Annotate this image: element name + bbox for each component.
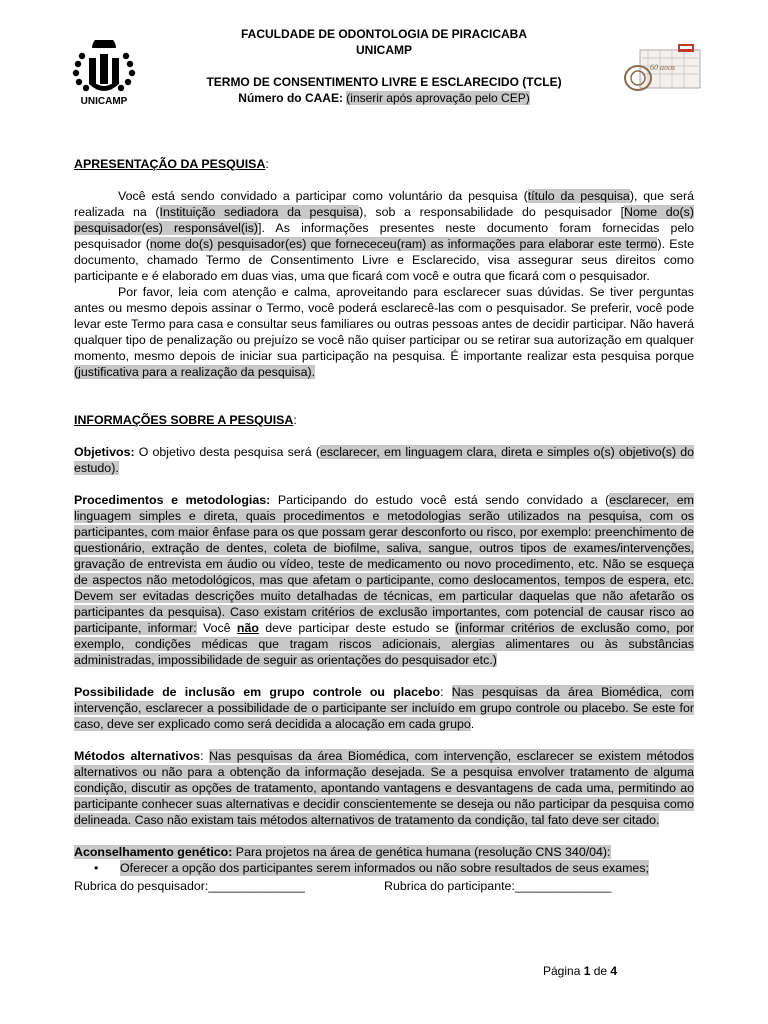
text-run: O objetivo desta pesquisa será ( bbox=[134, 445, 320, 459]
list-item bbox=[94, 860, 694, 876]
highlighted-text: esclarecer, em linguagem clara, direta e simples o(s) objetivo(s) do estudo). bbox=[74, 445, 695, 475]
total-pages: 4 bbox=[610, 964, 618, 978]
highlighted-text: Nome do(s) pesquisador(es) responsável(is) bbox=[74, 205, 695, 235]
metodos-label: Métodos alternativos bbox=[74, 749, 201, 763]
section-title-apresentacao: APRESENTAÇÃO DA PESQUISA bbox=[74, 157, 266, 171]
highlighted-text: Instituição sediadora da pesquisa bbox=[159, 205, 360, 219]
aconselhamento-text: Para projetos na área de genética humana (resolução CNS 340/04): bbox=[232, 845, 611, 859]
document-body: APRESENTAÇÃO DA PESQUISA: Você está sendo convidado a participar como voluntário da pesquisa (título da pesquisa), que será realizada na (Instituição sediadora da pesquisa), sob a responsabilidade do pesquisador [Nome do(s) pesquisador(es) responsável(is)]. As informações presentes neste documento foram fornecidas pelo pesquisador (nome do(s) pesquisador(es) que fornececeu(ram) as informações para elaborar este termo). Este documento, chamado Termo de Consentimento Livre e Esclarecido, visa assegurar seus direitos como participante e é elaborado em duas vias, uma que ficará com você e outra que ficará com o pesquisador. Por favor, leia com atenção e calma, aproveitando para esclarecer suas dúvidas. Se tiver perguntas antes ou mesmo depois assinar o Termo, você poderá esclarecê-las com o pesquisador. Se preferir, você pode levar este Termo para casa e consultar seus familiares ou outras pessoas antes de decidir participar. Não haverá qualquer tipo de penalização ou prejuízo se você não quiser participar ou se retirar sua autorização em qualquer momento, mesmo depois de iniciar sua participação na pesquisa. É importante realizar esta pesquisa porque (justificativa para a realização da pesquisa). INFORMAÇÕES SOBRE A PESQUISA: Objetivos: O objetivo desta pesquisa será (esclarecer, em linguagem clara, direta e simples o(s) objetivo(s) do estudo). Procedimentos e metodologias: Participando do estudo você está sendo convidado a (esclarecer, em linguagem simples e direta, quais procedimentos e metodologias serão utilizados na pesquisa, com os participantes, com maior ênfase para os que possam gerar desconforto ou risco, por exemplo: preenchimento de questionário, extração de dentes, coleta de biofilme, saliva, sangue, outros tipos de exames/intervenções, gravação de entrevista em áudio ou vídeo, teste de medicamento ou novo procedimento, etc. Não se esqueça de aspectos não metodológicos, mas que afetam o participante, como deslocamentos, tempos de espera, etc. Devem ser evitadas descrições muito detalhadas de técnicas, em particular daquelas que não afetarão os participantes da pesquisa). Caso existam critérios de exclusão importantes, com potencial de causar risco ao participante, informar: Você não deve participar deste estudo se (informar critérios de exclusão como, por exemplo, condições médicas que tragam riscos adicionais, alergias alimentares ou às substâncias administradas, impossibilidade de seguir as orientações do pesquisador etc.) Possibilidade de inclusão em grupo controle ou placebo: Nas pesquisas da área Biomédica, com intervenção, esclarecer a possibilidade de o participante ser incluído em grupo controle ou placebo. Se este for caso, deve ser explicado como será decidida a alocação em cada grupo. Métodos alternativos: Nas pesquisas da área Biomédica, com intervenção, esclarecer se existem métodos alternativos ou não para a obtenção da informação desejada. Se a pesquisa envolver tratamento de alguma condição, discutir as opções de tratamento, apontando vantagens e desvantagens de cada uma, permitindo ao participante conhecer suas alternativas e decidir conscientemente se deseja ou não participar da pesquisa como delineada. Caso não existam tais métodos alternativos de tratamento da condição, tal fato deve ser citado. Aconselhamento genético: Para projetos na área de genética humana (resolução CNS 340/04): • Oferecer a opção dos participantes serem informados ou não sobre resultados de seus exames; Rubrica do pesquisador:______________ Rubrica do participante:______________ bbox=[74, 157, 695, 893]
placebo-label: Possibilidade de inclusão em grupo controle ou placebo bbox=[74, 685, 441, 699]
text-run: Participando do estudo você está sendo convidado a ( bbox=[270, 493, 610, 507]
highlighted-text: Nas pesquisas da área Biomédica, com intervenção, esclarecer se existem métodos alternativos ou não para a obtenção da informação desejada. Se a pesquisa envolver tratamento de alguma condição, discutir as opções de tratamento, apontando vantagens e desvantagens de cada uma, permitindo ao participante conhecer suas alternativas e decidir conscientemente se deseja ou não participar da pesquisa como delineada. Caso não existam tais métodos alternativos de tratamento da condição, tal fato deve ser citado. bbox=[74, 749, 694, 827]
caae-value: (inserir após aprovação pelo CEP) bbox=[346, 91, 530, 105]
text-run: : bbox=[440, 685, 452, 699]
paragraph-apresentacao-2 bbox=[74, 284, 694, 380]
text-run: Você está sendo convidado a participar como voluntário da pesquisa ( bbox=[118, 189, 528, 203]
page-label: Página bbox=[543, 964, 584, 978]
text-run: : bbox=[200, 749, 210, 763]
unicamp-logo-text: UNICAMP bbox=[80, 96, 128, 106]
document-header bbox=[0, 26, 768, 106]
paragraph-objetivos bbox=[74, 444, 694, 476]
document-title: TERMO DE CONSENTIMENTO LIVRE E ESCLARECIDO (TCLE) bbox=[206, 75, 562, 89]
caae-line bbox=[0, 90, 768, 106]
highlighted-text: (informar critérios de exclusão como, por exemplo, condições médicas que tragam riscos adicionais, alergias alimentares ou às substâncias administradas, impossibilidade de seguir as orientações do pesquisador etc.) bbox=[74, 621, 694, 667]
university-name: UNICAMP bbox=[356, 43, 412, 57]
text-run: não bbox=[236, 621, 259, 635]
paragraph-placebo bbox=[74, 684, 694, 732]
sixty-anos-text: 60 anos bbox=[650, 63, 676, 72]
text-run: ), que será realizada na ( bbox=[74, 189, 694, 219]
highlighted-text: Nas pesquisas da área Biomédica, com intervenção, esclarecer a possibilidade de o participante ser incluído em grupo controle ou placebo. Se este for caso, deve ser explicado como será decidida a alocação em cada grupo bbox=[74, 685, 695, 731]
caae-label: Número do CAAE: bbox=[238, 91, 347, 105]
text-run: deve participar deste estudo se bbox=[258, 621, 456, 635]
section-title-informacoes: INFORMAÇÕES SOBRE A PESQUISA bbox=[74, 413, 294, 427]
rubrica-pesquisador: Rubrica do pesquisador:______________ bbox=[74, 879, 305, 893]
of-label: de bbox=[590, 964, 611, 978]
highlighted-text: nome do(s) pesquisador(es) que fornececeu(ram) as informações para elaborar este termo bbox=[149, 237, 658, 251]
procedimentos-label: Procedimentos e metodologias: bbox=[74, 493, 271, 507]
highlighted-text: título da pesquisa bbox=[527, 189, 630, 203]
highlighted-text: (justificativa para a realização da pesquisa). bbox=[74, 365, 316, 379]
text-run: Por favor, leia com atenção e calma, aproveitando para esclarecer suas dúvidas. Se tiver perguntas antes ou mesmo depois assinar o Termo, você poderá esclarecê-las com o pesquisador. Se preferir, você pode levar este Termo para casa e consultar seus familiares ou outras pessoas antes de decidir participar. Não haverá qualquer tipo de penalização ou prejuízo se você não quiser participar ou se retirar sua autorização em qualquer momento, mesmo depois de iniciar sua participação na pesquisa. É importante realizar esta pesquisa porque bbox=[74, 285, 694, 363]
bullet-icon: • bbox=[94, 861, 99, 875]
bullet-text: Oferecer a opção dos participantes serem informados ou não sobre resultados de seus exames; bbox=[120, 861, 649, 875]
page-number bbox=[543, 964, 617, 978]
text-run: ), sob a responsabilidade do pesquisador [ bbox=[359, 205, 625, 219]
faculty-name: FACULDADE DE ODONTOLOGIA DE PIRACICABA bbox=[240, 27, 527, 41]
paragraph-apresentacao-1 bbox=[74, 188, 694, 284]
text-run: ). Este documento, chamado Termo de Consentimento Livre e Esclarecido, visa assegurar seus direitos como participante e é elaborado em duas vias, uma que ficará com você e outra que ficará com o pesquisador. bbox=[74, 237, 695, 283]
current-page: 1 bbox=[583, 964, 591, 978]
text-run: . bbox=[470, 717, 475, 731]
highlighted-text: esclarecer, em linguagem simples e direta, quais procedimentos e metodologias serão utilizados na pesquisa, com os participantes, com maior ênfase para os que possam gerar desconforto ou risco, por exemplo: preenchimento de questionário, extração de dentes, coleta de biofilme, saliva, sangue, outros tipos de exames/intervenções, gravação de entrevista em áudio ou vídeo, teste de medicamento ou novo procedimento, etc. Não se esqueça de aspectos não metodológicos, mas que afetam o participante, como deslocamentos, tempos de espera, etc. Devem ser evitadas descrições muito detalhadas de técnicas, em particular daquelas que não afetarão os participantes da pesquisa). Caso existam critérios de exclusão importantes, com potencial de causar risco ao participante, informar: bbox=[74, 493, 694, 635]
text-run: ]. As informações presentes neste documento foram fornecidas pelo pesquisador ( bbox=[74, 221, 694, 251]
rubrica-row bbox=[74, 878, 694, 894]
aconselhamento-label: Aconselhamento genético: bbox=[74, 845, 233, 859]
paragraph-metodos bbox=[74, 748, 694, 828]
paragraph-procedimentos bbox=[74, 492, 694, 668]
text-run: Você bbox=[196, 621, 237, 635]
paragraph-aconselhamento bbox=[74, 844, 694, 860]
objetivos-label: Objetivos: bbox=[74, 445, 135, 459]
rubrica-participante: Rubrica do participante:______________ bbox=[384, 879, 612, 893]
